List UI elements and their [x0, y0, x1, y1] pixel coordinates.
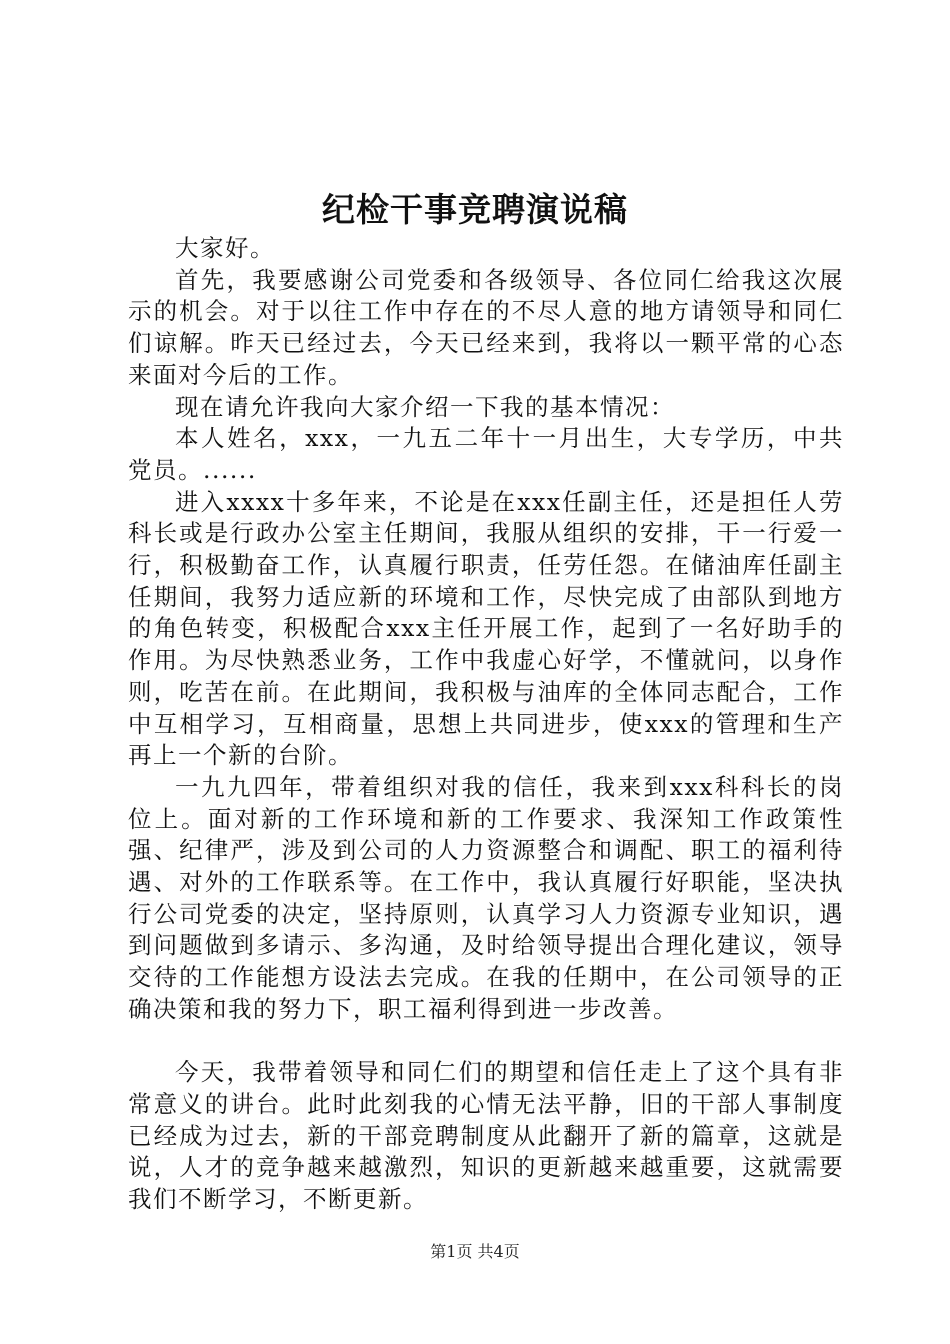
paragraph-today: 今天，我带着领导和同仁们的期望和信任走上了这个具有非常意义的讲台。此时此刻我的心情无法平静，旧的干部人事制度已经成为过去，新的干部竞聘制度从此翻开了新的篇章，这就是说，人才的竞争越来越激烈，知识的更新越来越重要，这就需要我们不断学习，不断更新。	[128, 1058, 844, 1214]
paragraph-greeting: 大家好。	[175, 234, 275, 262]
paragraph-intro: 现在请允许我向大家介绍一下我的基本情况：	[175, 392, 675, 421]
page-number-footer: 第1页 共4页	[430, 1242, 520, 1261]
paragraph-basic-info: 本人姓名，xxx，一九五二年十一月出生，大专学历，中共党员。......	[128, 424, 844, 484]
paragraph-1994-role: 一九九四年，带着组织对我的信任，我来到xxx科科长的岗位上。面对新的工作环境和新的工作要求、我深知工作政策性强、纪律严，涉及到公司的人力资源整合和调配、职工的福利待遇、对外的工作联系等。在工作中，我认真履行好职能，坚决执行公司党委的决定，坚持原则，认真学习人力资源专业知识，遇到问题做到多请示、多沟通，及时给领导提出合理化建议，领导交待的工作能想方设法去完成。在我的任期中，在公司领导的正确决策和我的努力下，职工福利得到进一步改善。	[128, 772, 844, 1023]
document-body	[128, 233, 844, 1216]
paragraph-thanks: 首先，我要感谢公司党委和各级领导、各位同仁给我这次展示的机会。对于以往工作中存在的不尽人意的地方请领导和同仁们谅解。昨天已经过去，今天已经来到，我将以一颗平常的心态来面对今后的工作。	[128, 265, 844, 389]
document-title: 纪检干事竞聘演说稿	[322, 190, 628, 229]
paragraph-work-history: 进入xxxx十多年来，不论是在xxx任副主任，还是担任人劳科长或是行政办公室主任期间，我服从组织的安排，干一行爱一行，积极勤奋工作，认真履行职责，任劳任怨。在储油库任副主任期间，我努力适应新的环境和工作，尽快完成了由部队到地方的角色转变，积极配合xxx主任开展工作，起到了一名好助手的作用。为尽快熟悉业务，工作中我虚心好学，不懂就问，以身作则，吃苦在前。在此期间，我积极与油库的全体同志配合，工作中互相学习，互相商量，思想上共同进步，使xxx的管理和生产再上一个新的台阶。	[128, 487, 844, 770]
